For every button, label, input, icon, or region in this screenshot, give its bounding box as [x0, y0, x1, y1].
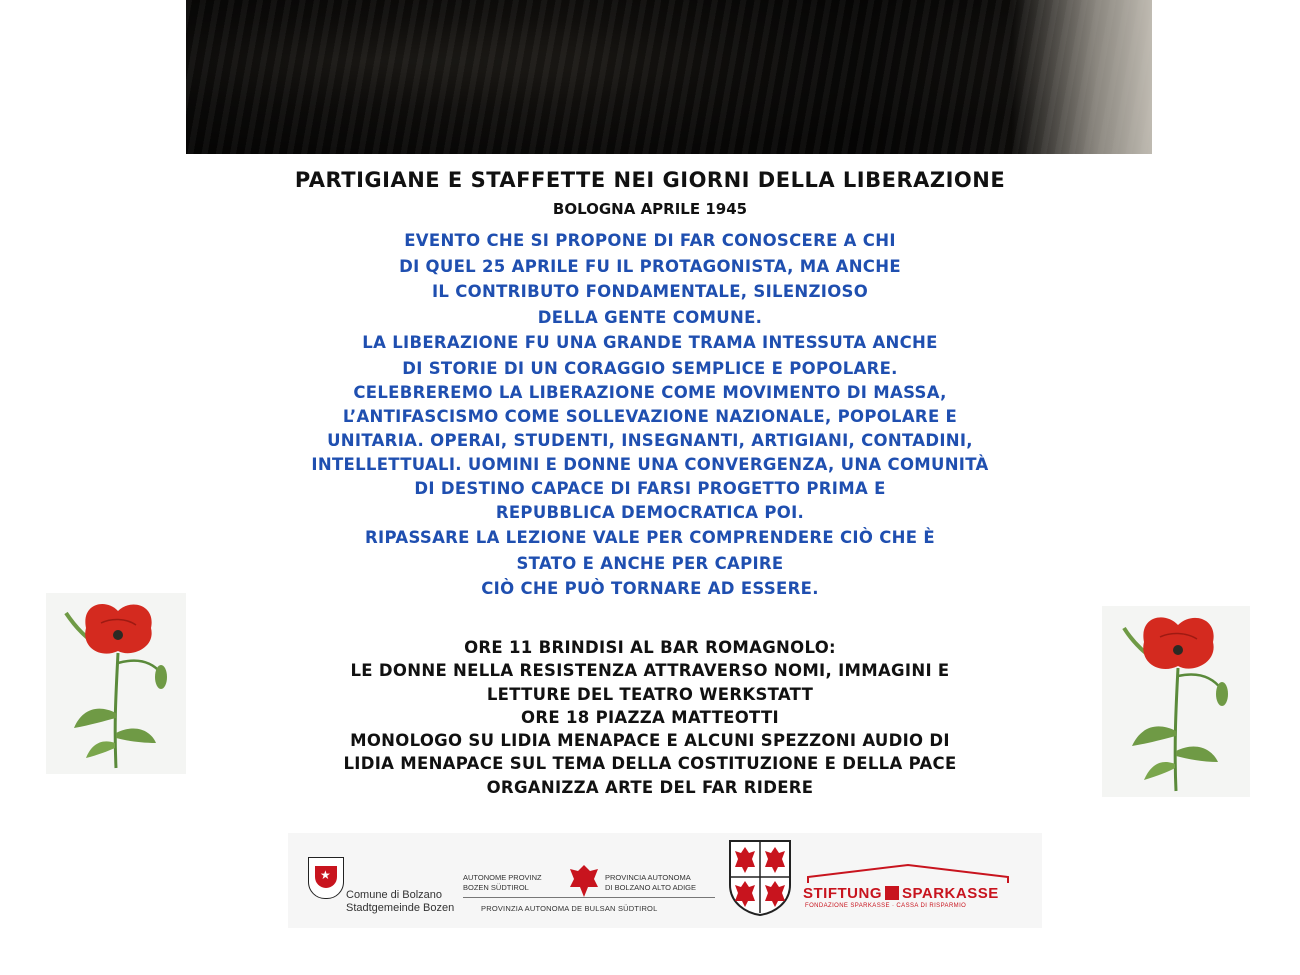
stiftung-sparkasse-logo	[803, 863, 1013, 913]
stadtgemeinde-name: Stadtgemeinde Bozen	[346, 902, 455, 914]
description-line: DI DESTINO CAPACE DI FARSI PROGETTO PRIMA E	[414, 479, 886, 498]
program-line: ORE 11 BRINDISI AL BAR ROMAGNOLO:	[464, 638, 836, 657]
sparkasse-mark-icon	[885, 886, 899, 900]
program-line: LETTURE DEL TEATRO WERKSTATT	[486, 684, 814, 704]
sparkasse-label: SPARKASSE	[902, 885, 999, 902]
divider	[463, 897, 715, 898]
comune-bolzano-logo	[308, 857, 468, 917]
provincia-logo	[463, 861, 718, 917]
provinz-label: BOZEN SÜDTIROL	[463, 883, 529, 892]
description-line: L’ANTIFASCISMO COME SOLLEVAZIONE NAZIONALE, POPOLARE E	[342, 407, 958, 426]
stiftung-label: STIFTUNG	[803, 885, 882, 902]
program-line: ORE 18 PIAZZA MATTEOTTI	[521, 707, 779, 727]
event-description	[150, 228, 1150, 602]
description-line: CELEBREREMO LA LIBERAZIONE COME MOVIMENTO DI MASSA,	[353, 383, 947, 402]
provinz-label: AUTONOME PROVINZ	[463, 873, 542, 882]
tirol-shield-icon	[726, 837, 794, 917]
poppy-flower-icon	[1102, 606, 1250, 797]
roof-icon	[806, 863, 1010, 885]
fondazione-label: FONDAZIONE SPARKASSE · CASSA DI RISPARMIO	[805, 903, 967, 909]
provinzia-label: PROVINZIA AUTONOMA DE BULSAN SÜDTIROL	[481, 904, 658, 913]
comune-name: Comune di Bolzano	[346, 889, 443, 901]
description-line: UNITARIA. OPERAI, STUDENTI, INSEGNANTI, ARTIGIANI, CONTADINI,	[327, 431, 973, 450]
provincia-label: PROVINCIA AUTONOMA	[605, 873, 691, 882]
description-line: IL CONTRIBUTO FONDAMENTALE, SILENZIOSO	[431, 282, 869, 301]
description-line: STATO E ANCHE PER CAPIRE	[516, 553, 784, 573]
page-subtitle: BOLOGNA APRILE 1945	[552, 200, 748, 218]
program-line: MONOLOGO SU LIDIA MENAPACE E ALCUNI SPEZZONI AUDIO DI	[350, 731, 950, 751]
description-line: DI STORIE DI UN CORAGGIO SEMPLICE E POPOLARE.	[402, 358, 898, 378]
description-line: INTELLETTUALI. UOMINI E DONNE UNA CONVERGENZA, UNA COMUNITÀ	[311, 455, 989, 474]
photo-texture	[186, 0, 1152, 154]
description-line: EVENTO CHE SI PROPONE DI FAR CONOSCERE A CHI	[404, 231, 896, 250]
event-program	[150, 636, 1150, 799]
program-line: LIDIA MENAPACE SUL TEMA DELLA COSTITUZIONE E DELLA PACE	[343, 754, 957, 774]
sponsor-logos	[288, 833, 1042, 928]
description-line: CIÒ CHE PUÒ TORNARE AD ESSERE.	[481, 579, 819, 598]
program-line: ORGANIZZA ARTE DEL FAR RIDERE	[486, 777, 814, 797]
description-line: LA LIBERAZIONE FU UNA GRANDE TRAMA INTESSUTA ANCHE	[362, 333, 938, 352]
description-line: REPUBBLICA DEMOCRATICA POI.	[495, 503, 805, 522]
poppy-flower-icon	[46, 593, 186, 774]
tirol-eagle-icon	[568, 861, 600, 899]
provincia-label: DI BOLZANO ALTO ADIGE	[605, 883, 696, 892]
photo-highlight	[1012, 0, 1152, 154]
description-line: DI QUEL 25 APRILE FU IL PROTAGONISTA, MA ANCHE	[399, 256, 901, 276]
description-line: RIPASSARE LA LEZIONE VALE PER COMPRENDERE CIÒ CHE È	[365, 528, 935, 547]
program-line: LE DONNE NELLA RESISTENZA ATTRAVERSO NOMI, IMMAGINI E	[350, 661, 950, 681]
bolzano-shield-icon: ★	[308, 857, 344, 899]
page-title: PARTIGIANE E STAFFETTE NEI GIORNI DELLA LIBERAZIONE	[294, 168, 1006, 192]
historical-photo	[186, 0, 1152, 154]
description-line: DELLA GENTE COMUNE.	[537, 307, 763, 327]
